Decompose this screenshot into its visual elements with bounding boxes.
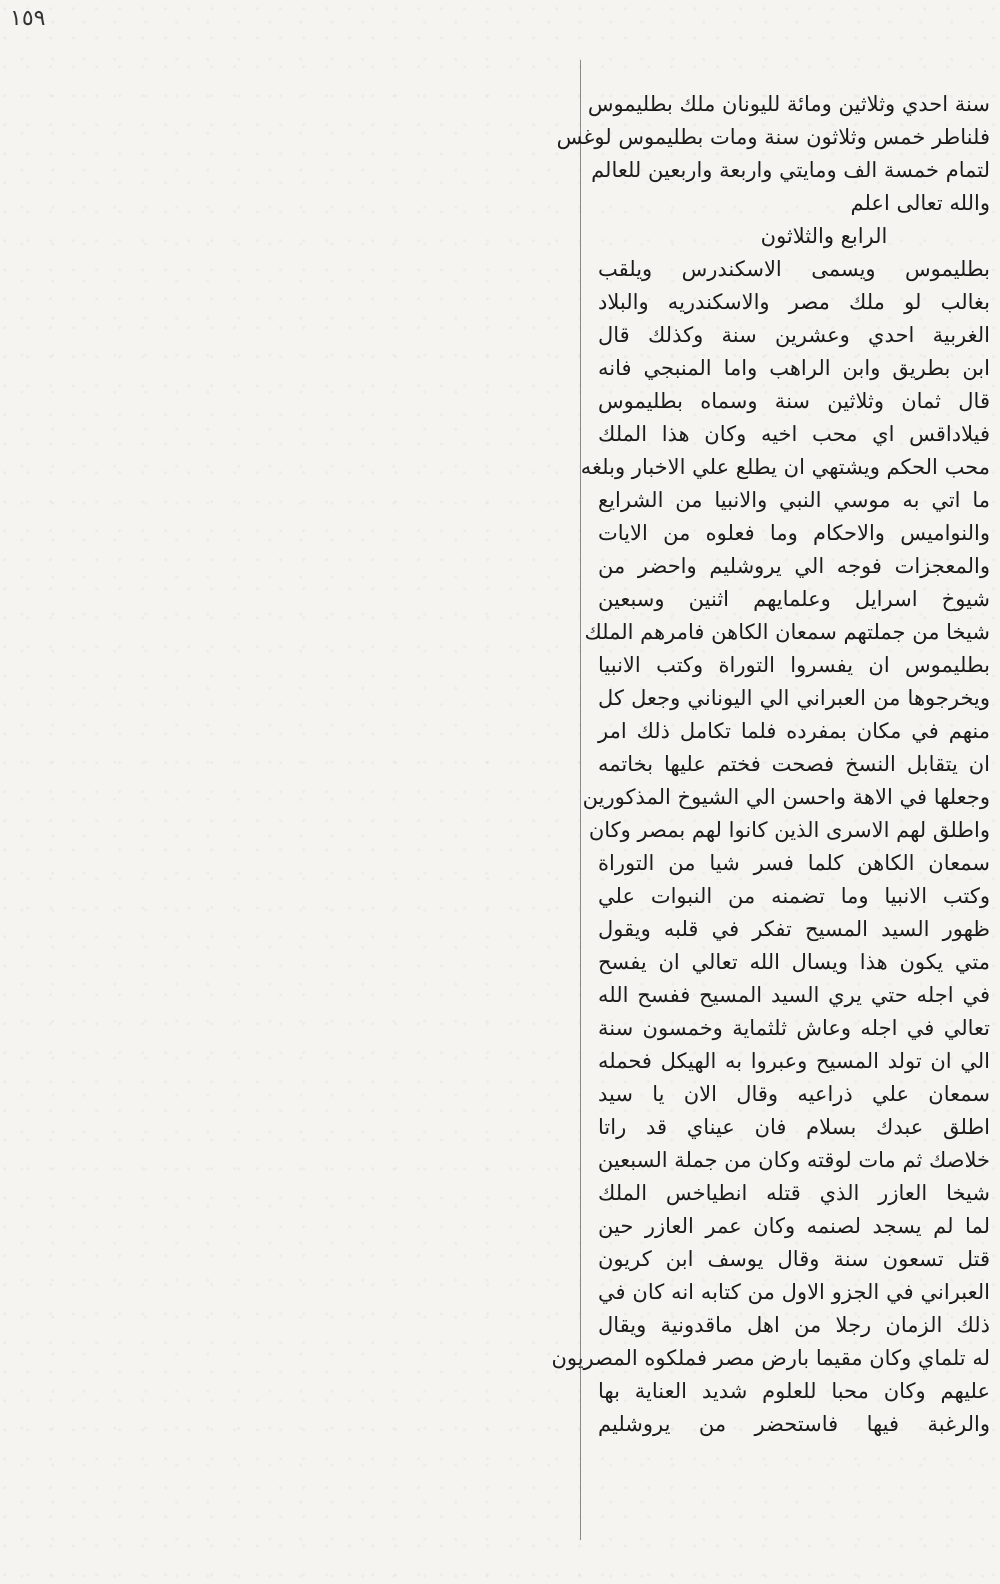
manuscript-line: سنة احدي وثلاثين ومائة لليونان ملك بطليموس xyxy=(587,92,990,116)
manuscript-line: قتل تسعون سنة وقال يوسف ابن كريون xyxy=(598,1247,990,1271)
manuscript-line: لتمام خمسة الف ومايتي واربعة واربعين للعالم xyxy=(591,158,990,182)
manuscript-line: سمعان الكاهن كلما فسر شيا من التوراة xyxy=(598,851,990,875)
manuscript-line: الي ان تولد المسيح وعبروا به الهيكل فحمله xyxy=(598,1049,990,1073)
manuscript-line: متي يكون هذا ويسال الله تعالي ان يفسح xyxy=(598,950,990,974)
manuscript-line: والمعجزات فوجه الي يروشليم واحضر من xyxy=(598,554,990,578)
manuscript-line: وجعلها في الاهة واحسن الي الشيوخ المذكورين xyxy=(582,785,990,809)
manuscript-line: عليهم وكان محبا للعلوم شديد العناية بها xyxy=(598,1379,990,1403)
section-heading: الرابع والثلاثون xyxy=(760,224,888,248)
manuscript-line: وكتب الانبيا وما تضمنه من النبوات علي xyxy=(598,884,990,908)
manuscript-line: والله تعالى اعلم xyxy=(850,191,990,215)
manuscript-line: لما لم يسجد لصنمه وكان عمر العازر حين xyxy=(598,1214,990,1238)
manuscript-line: بغالب لو ملك مصر والاسكندريه والبلاد xyxy=(598,290,990,314)
manuscript-line: بطليموس ويسمى الاسكندرس ويلقب xyxy=(598,257,990,281)
manuscript-text-block xyxy=(551,88,990,1441)
manuscript-line: والرغبة فيها فاستحضر من يروشليم xyxy=(598,1412,990,1436)
margin-rule xyxy=(580,60,581,1540)
manuscript-line: واطلق لهم الاسرى الذين كانوا لهم بمصر وكان xyxy=(588,818,990,842)
manuscript-line: سمعان علي ذراعيه وقال الان يا سيد xyxy=(598,1082,990,1106)
manuscript-line: ويخرجوها من العبراني الي اليوناني وجعل كل xyxy=(598,686,990,710)
folio-number: ١٥٩ xyxy=(10,6,46,31)
manuscript-line: بطليموس ان يفسروا التوراة وكتب الانبيا xyxy=(598,653,990,677)
manuscript-line: خلاصك ثم مات لوقته وكان من جملة السبعين xyxy=(597,1148,990,1172)
manuscript-line: محب الحكم ويشتهي ان يطلع علي الاخبار وبلغه xyxy=(580,455,990,479)
manuscript-line: ما اتي به موسي النبي والانبيا من الشرايع xyxy=(598,488,990,512)
manuscript-line: والنواميس والاحكام وما فعلوه من الايات xyxy=(598,521,990,545)
manuscript-line: ظهور السيد المسيح تفكر في قلبه ويقول xyxy=(598,917,990,941)
manuscript-line: العبراني في الجزو الاول من كتابه انه كان في xyxy=(598,1280,990,1304)
manuscript-line: قال ثمان وثلاثين سنة وسماه بطليموس xyxy=(598,389,990,413)
manuscript-line: منهم في مكان بمفرده فلما تكامل ذلك امر xyxy=(598,719,990,743)
manuscript-line: فيلاداقس اي محب اخيه وكان هذا الملك xyxy=(598,422,990,446)
manuscript-line: شيوخ اسرايل وعلمايهم اثنين وسبعين xyxy=(598,587,990,611)
manuscript-line: ابن بطريق وابن الراهب واما المنبجي فانه xyxy=(598,356,990,380)
manuscript-line: ان يتقابل النسخ فصحت فختم عليها بخاتمه xyxy=(598,752,990,776)
manuscript-line: اطلق عبدك بسلام فان عيناي قد راتا xyxy=(598,1115,990,1139)
manuscript-line: شيخا العازر الذي قتله انطياخس الملك xyxy=(598,1181,990,1205)
manuscript-line: الغربية احدي وعشرين سنة وكذلك قال xyxy=(598,323,990,347)
manuscript-line: شيخا من جملتهم سمعان الكاهن فامرهم الملك xyxy=(584,620,990,644)
manuscript-line: تعالي في اجله وعاش ثلثماية وخمسون سنة xyxy=(598,1016,990,1040)
manuscript-line: ذلك الزمان رجلا من اهل ماقدونية ويقال xyxy=(598,1313,990,1337)
manuscript-line: له تلماي وكان مقيما بارض مصر فملكوه المصريون xyxy=(551,1346,990,1370)
manuscript-line: في اجله حتي يري السيد المسيح ففسح الله xyxy=(598,983,990,1007)
manuscript-line: فلناطر خمس وثلاثون سنة ومات بطليموس لوغس xyxy=(556,125,990,149)
